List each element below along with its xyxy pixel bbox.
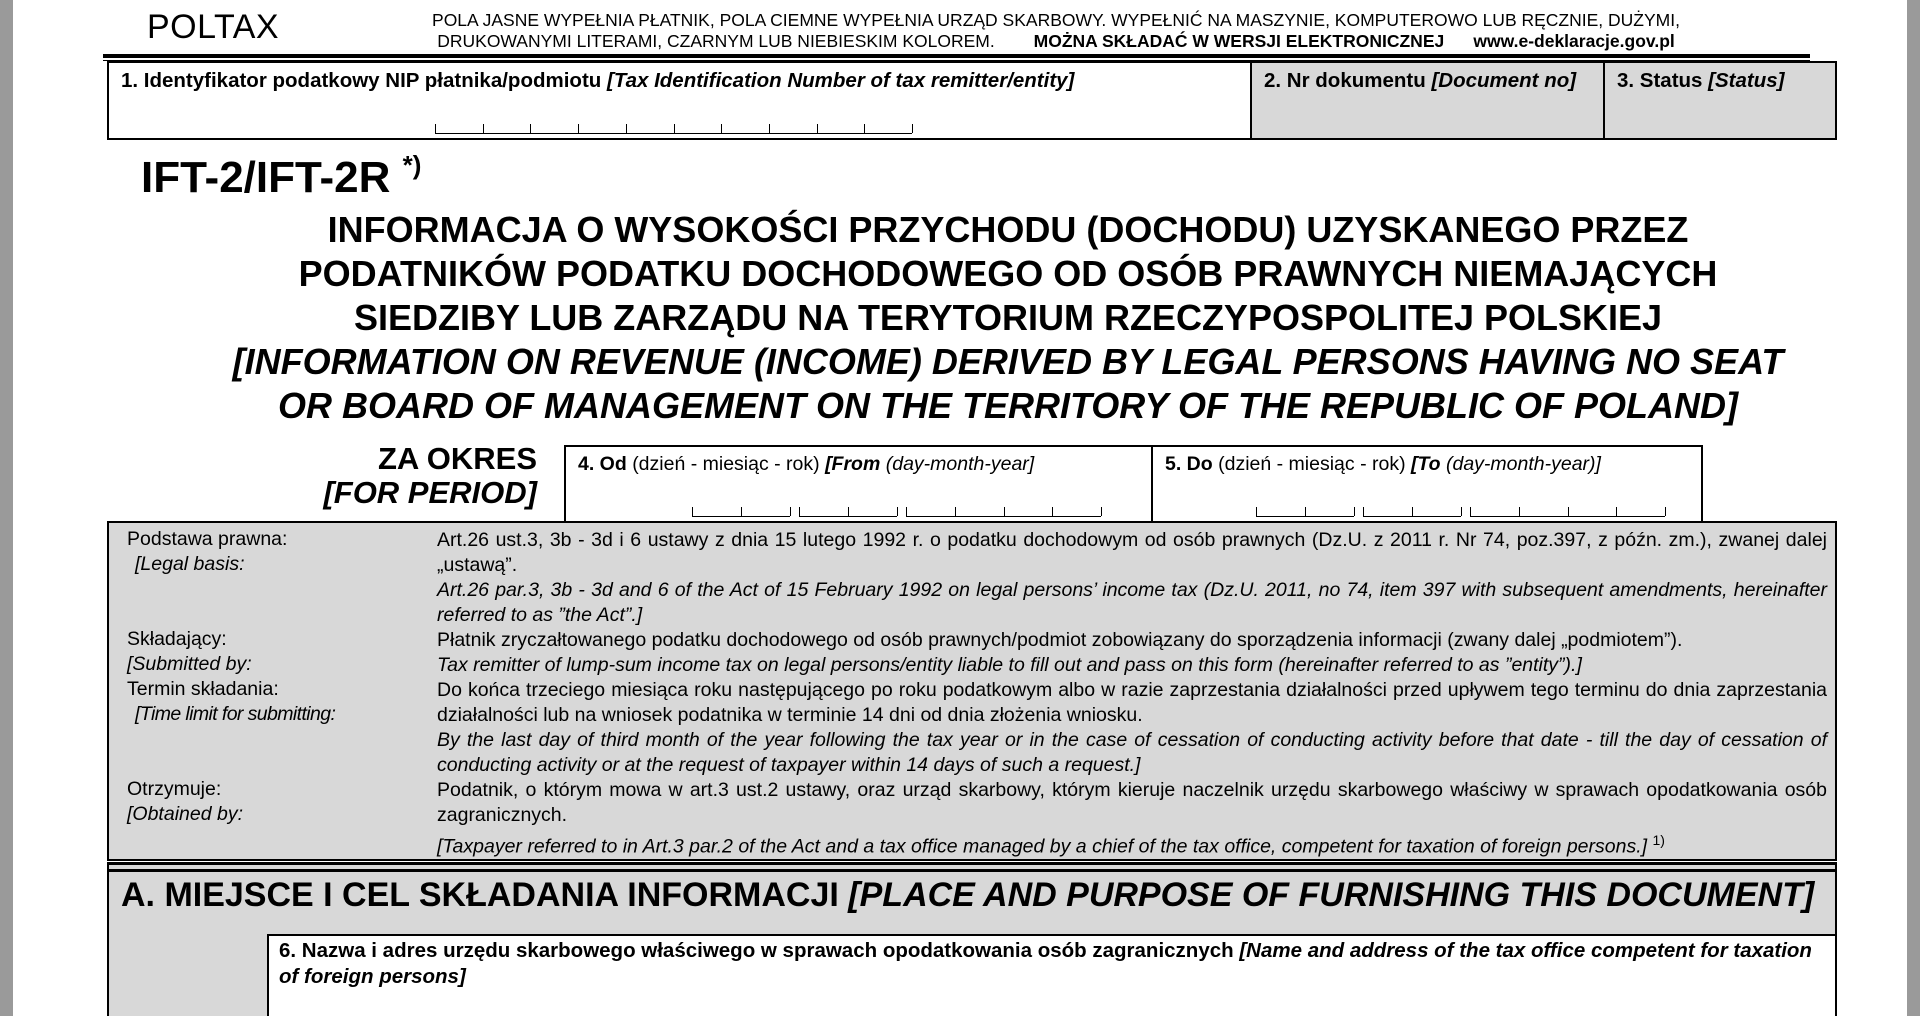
legal-basis-value: Art.26 ust.3, 3b - 3d i 6 ustawy z dnia 15 lutego 1992 r. o podatku dochodowym od osób prawnych (Dz.U. z 2011 r. Nr 74, poz.397, z późn. zm.), zwanej dalej „ustawą”. [437,529,1827,576]
character-box-divider [1354,507,1355,516]
character-box-divider [1004,507,1005,516]
field-6-label-en: [Name and address of the tax office competent for taxation of foreign persons] [279,939,1812,988]
obtained-by-value-en: [Taxpayer referred to in Art.3 par.2 of the Act and a tax office managed by a chief of the tax office, competent for taxation of foreign persons.] [437,835,1648,858]
legal-information-block [107,521,1837,861]
field-3-label-pl: 3. Status [1617,69,1703,92]
submitted-by-key-en: [Submitted by: [127,653,252,675]
form-title [113,208,1903,428]
field-4-en-a: [From [825,453,881,475]
section-a-title-en: [PLACE AND PURPOSE OF FURNISHING THIS DOCUMENT] [848,876,1815,914]
character-box-divider [955,507,956,516]
period-label-en: [FOR PERIOD] [323,475,537,510]
legal-basis-key-en: [Legal basis: [135,553,245,575]
field-3-label [1617,69,1784,93]
instruction-line-1: POLA JASNE WYPEŁNIA PŁATNIK, POLA CIEMNE WYPEŁNIA URZĄD SKARBOWY. WYPEŁNIĆ NA MASZYNIE, KOMPUTEROWO LUB RĘCZNIE, DUŻYMI, [432,10,1680,30]
time-limit-value: Do końca trzeciego miesiąca roku następującego po roku podatkowym albo w razie zaprzestania działalności przed upływem tego terminu do dnia zaprzestania działalności lub na wniosek podatnika w terminie 14 dni od dnia złożenia wniosku. [437,679,1827,726]
field-6-label [279,938,1819,990]
date-to-year-boxes[interactable] [1470,507,1665,517]
field-1-nip[interactable] [107,61,1252,140]
form-header [103,0,1810,58]
field-3-label-en: [Status] [1708,69,1785,92]
field-2-label-pl: 2. Nr dokumentu [1264,69,1426,92]
character-box-divider [912,124,913,133]
field-5-label [1165,453,1601,476]
submitted-by-value: Płatnik zryczałtowanego podatku dochodowego od osób prawnych/podmiot zobowiązany do sporządzenia informacji (zwany dalej „podmiotem”). [437,629,1683,651]
footnote-marker: 1) [1652,832,1665,848]
character-box-divider [626,124,627,133]
form-page [13,0,1907,1016]
field-2-label-en: [Document no] [1431,69,1577,92]
field-1-label-pl: 1. Identyfikator podatkowy NIP płatnika/podmiotu [121,69,602,92]
title-en-line-1: [INFORMATION ON REVENUE (INCOME) DERIVED BY LEGAL PERSONS HAVING NO SEAT [232,341,1784,382]
character-box-divider [817,124,818,133]
character-box-divider [790,507,791,516]
field-1-label [121,69,1074,93]
field-2-label [1264,69,1576,93]
field-4-label [578,453,1034,476]
field-4-desc: (dzień - miesiąc - rok) [632,453,820,475]
submitted-by-key: Składający: [127,628,227,650]
character-box-divider [1305,507,1306,516]
period-label-pl: ZA OKRES [377,441,537,476]
character-box-divider [848,507,849,516]
instruction-line-2 [331,31,1781,52]
form-code-footnote: *) [402,150,422,180]
title-pl-line-1: INFORMACJA O WYSOKOŚCI PRZYCHODU (DOCHODU) UZYSKANEGO PRZEZ [327,209,1689,250]
character-box-divider [1519,507,1520,516]
date-to-month-boxes[interactable] [1363,507,1461,517]
field-5-num: 5. Do [1165,453,1213,475]
character-box-divider [897,507,898,516]
title-pl-line-3: SIEDZIBY LUB ZARZĄDU NA TERYTORIUM RZECZYPOSPOLITEJ POLSKIEJ [353,297,1663,338]
field-4-num: 4. Od [578,453,627,475]
field-4-en-b: (day-month-year] [885,453,1035,475]
form-code [141,150,421,203]
obtained-by-value-en-row [437,828,1827,860]
time-limit-value-en: By the last day of third month of the year following the tax year or in the case of cessation of conducting activity before that date - till the day of cessation of conducting activity or at the request of taxpayer within 14 days of such a request.] [437,729,1827,776]
time-limit-key: Termin składania: [127,678,279,700]
title-pl-line-2: PODATNIKÓW PODATKU DOCHODOWEGO OD OSÓB PRAWNYCH NIEMAJĄCYCH [298,253,1718,294]
legal-basis-value-en: Art.26 par.3, 3b - 3d and 6 of the Act of 15 February 1992 on legal persons’ income tax (Dz.U. 2011, no 74, item 397 with subsequent amendments, hereinafter referred to as ”the Act”.] [437,579,1827,626]
character-box-divider [674,124,675,133]
instruction-url-link[interactable]: www.e-deklaracje.gov.pl [1473,31,1675,51]
obtained-by-value: Podatnik, o którym mowa w art.3 ust.2 ustawy, oraz urząd skarbowy, którym kieruje naczelnik urzędu skarbowego właściwy w sprawach opodatkowania osób zagranicznych. [437,779,1827,826]
title-en-line-2: OR BOARD OF MANAGEMENT ON THE TERRITORY OF THE REPUBLIC OF POLAND] [277,385,1739,426]
date-to-day-boxes[interactable] [1256,507,1354,517]
date-from-year-boxes[interactable] [906,507,1101,517]
instruction-line-2a: DRUKOWANYMI LITERAMI, CZARNYM LUB NIEBIESKIM KOLOREM. [437,31,995,51]
character-box-divider [1052,507,1053,516]
instruction-line-2b: MOŻNA SKŁADAĆ W WERSJI ELEKTRONICZNEJ [1033,31,1445,51]
character-box-divider [483,124,484,133]
character-box-divider [1461,507,1462,516]
field-5-desc: (dzień - miesiąc - rok) [1218,453,1406,475]
character-box-divider [769,124,770,133]
time-limit-key-en: [Time limit for submitting: [135,703,336,725]
field-6-tax-office[interactable] [267,934,1837,1016]
obtained-by-key: Otrzymuje: [127,778,222,800]
obtained-by-key-en: [Obtained by: [127,803,243,825]
section-a-heading [121,876,1814,915]
field-6-label-pl: 6. Nazwa i adres urzędu skarbowego właściwego w sprawach opodatkowania osób zagranicznych [279,939,1234,962]
legal-basis-key: Podstawa prawna: [127,528,288,550]
field-5-date-to[interactable] [1151,445,1703,523]
field-5-en-b: (day-month-year)] [1446,453,1601,475]
date-from-day-boxes[interactable] [692,507,790,517]
fill-instructions [331,10,1781,52]
field-1-label-en: [Tax Identification Number of tax remitter/entity] [607,69,1075,92]
section-a [107,862,1837,1016]
character-box-divider [1412,507,1413,516]
character-box-divider [1665,507,1666,516]
field-2-document-no [1250,61,1605,140]
form-code-text: IFT-2/IFT-2R [141,153,391,202]
character-box-divider [1616,507,1617,516]
field-5-en-a: [To [1410,453,1441,475]
field-4-date-from[interactable] [564,445,1153,523]
nip-character-boxes[interactable] [435,124,912,134]
character-box-divider [1101,507,1102,516]
character-box-divider [530,124,531,133]
character-box-divider [1568,507,1569,516]
submitted-by-value-en: Tax remitter of lump-sum income tax on legal persons/entity liable to fill out and pass on this form (hereinafter referred to as ”entity”).] [437,654,1582,676]
period-label [323,442,537,510]
brand-logo: POLTAX [147,8,280,46]
date-from-month-boxes[interactable] [799,507,897,517]
section-a-title: A. MIEJSCE I CEL SKŁADANIA INFORMACJI [121,876,839,914]
section-a-double-rule [109,862,1835,872]
header-rule-thick [103,54,1810,58]
character-box-divider [741,507,742,516]
character-box-divider [721,124,722,133]
character-box-divider [578,124,579,133]
field-3-status [1603,61,1837,140]
character-box-divider [864,124,865,133]
